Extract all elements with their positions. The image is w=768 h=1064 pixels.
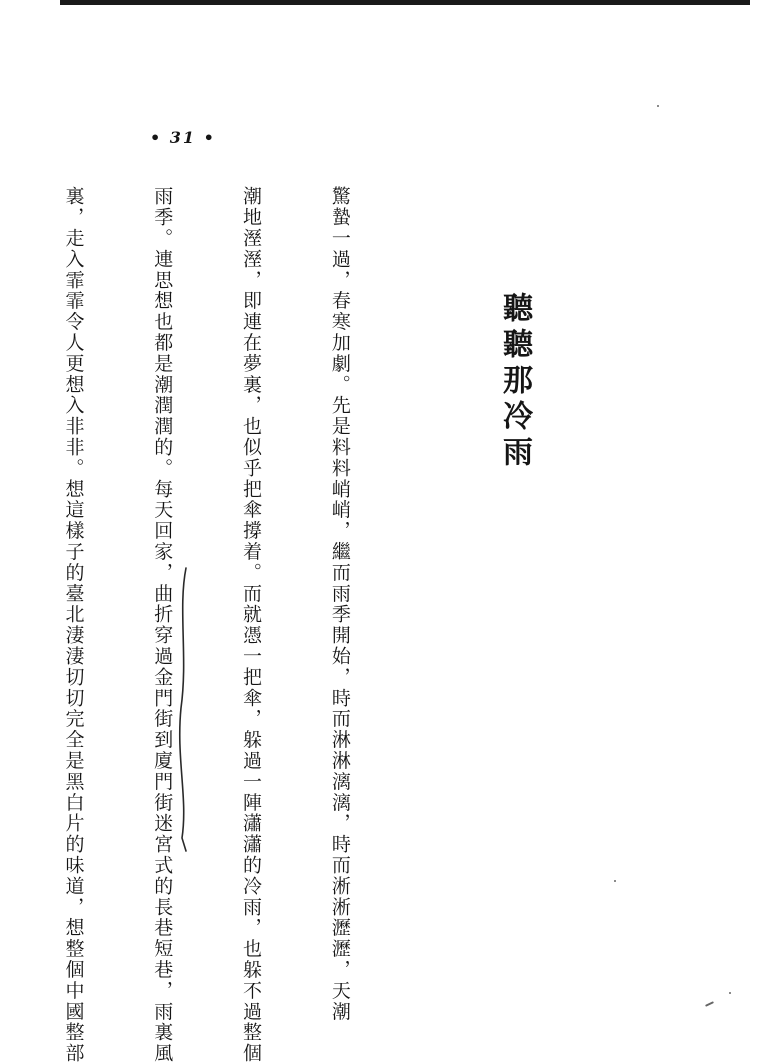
- text-column: 雨季。連思想也都是潮潤潤的。每天回家，曲折穿過金門街到廈門街迷宮式的長巷短巷，雨裏風: [151, 186, 174, 1064]
- scan-speck: [729, 992, 731, 994]
- body-text: [62, 186, 413, 1064]
- page-number: • 31 •: [150, 128, 216, 147]
- text-column: 裏，走入霏霏令人更想入非非。想這樣子的臺北淒淒切切完全是黑白片的味道，想整個中國整部: [62, 186, 85, 1064]
- scan-speck: [705, 1001, 714, 1007]
- top-border-rule: [60, 0, 750, 5]
- text-column: 潮地溼溼，即連在夢裏，也似乎把傘撐着。而就憑一把傘，躲過一陣瀟瀟的冷雨，也躲不過整個: [240, 186, 263, 1064]
- scan-speck: [657, 105, 659, 107]
- handwritten-margin-mark: [176, 568, 190, 853]
- text-column: 驚蟄一過，春寒加劇。先是料料峭峭，繼而雨季開始，時而淋淋漓漓，時而淅淅瀝瀝，天潮: [328, 186, 351, 1022]
- chapter-title: 聽聽那冷雨: [497, 292, 532, 472]
- scan-speck: [614, 880, 616, 882]
